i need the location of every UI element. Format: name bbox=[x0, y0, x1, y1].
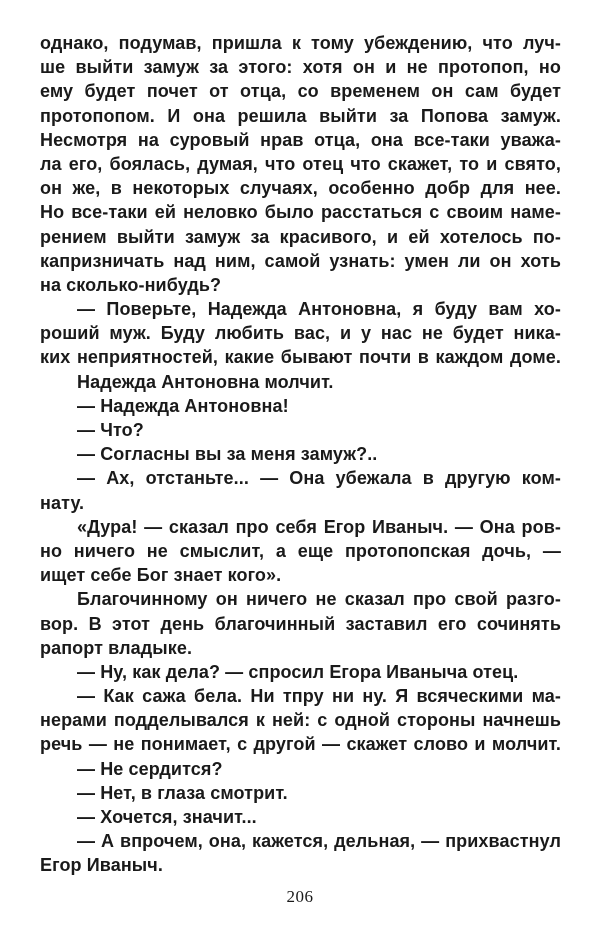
text-line-27: — Ну, как дела? — спросил Егора Иваныча отец. bbox=[77, 661, 519, 682]
text-line-13: роший муж. Буду любить вас, и у нас не будет никa- bbox=[40, 323, 561, 344]
text-line-3: ему будет почет от отца, со временем он сам будет bbox=[40, 81, 561, 102]
text-line-12: — Поверьте, Надежда Антоновна, я буду вам хо- bbox=[77, 299, 561, 320]
text-line-21: «Дура! — сказал про себя Егор Иваныч. — Она ров- bbox=[77, 516, 561, 537]
text-line-24: Благочинному он ничего не сказал про свой разго- bbox=[77, 589, 561, 610]
text-line-25: вор. В этот день благочинный заставил его сочинять bbox=[40, 613, 561, 634]
text-line-10: капризничать над ним, самой узнать: умен ли он хоть bbox=[40, 250, 561, 271]
text-line-33: — Хочется, значит... bbox=[77, 807, 257, 827]
text-line-5: Несмотря на суровый нрав отца, она все-таки уважа- bbox=[40, 129, 561, 150]
text-line-18: — Согласны вы за меня замуж?.. bbox=[77, 444, 378, 465]
text-line-35: Егор Иваныч. bbox=[40, 855, 163, 876]
text-line-14: ких неприятностей, какие бывают почти в каждом доме. bbox=[40, 347, 561, 368]
text-line-11: на сколько-нибудь? bbox=[40, 274, 222, 295]
text-line-32: — Нет, в глаза смотрит. bbox=[77, 782, 288, 803]
text-line-30: речь — не понимает, с другой — скажет слово и молчит. bbox=[40, 734, 561, 755]
text-line-4: протопопом. И она решила выйти за Попова замуж. bbox=[40, 105, 561, 126]
text-line-17: — Что? bbox=[77, 420, 144, 440]
text-line-23: ищет себе Бог знает кого». bbox=[40, 565, 282, 586]
text-line-34: — А впрочем, она, кажется, дельная, — прихвастнул bbox=[77, 831, 561, 852]
text-line-9: рением выйти замуж за красивого, и ей хотелось по- bbox=[40, 226, 561, 247]
text-line-6: ла его, боялась, думая, что отец что скажет, то и свято, bbox=[40, 153, 561, 174]
page-number: 206 bbox=[286, 887, 314, 906]
text-line-7: он же, в некоторых случаях, особенно добр для нее. bbox=[40, 178, 561, 199]
text-line-28: — Как сажа бела. Ни тпру ни ну. Я всяческими ма- bbox=[77, 686, 561, 707]
page-text bbox=[40, 31, 561, 878]
text-line-26: рапорт владыке. bbox=[40, 637, 193, 658]
text-line-29: нерами подделывался к ней: с одной стороны начнешь bbox=[40, 710, 561, 731]
text-line-8: Но все-таки ей неловко было расстаться с своим наме- bbox=[40, 202, 561, 223]
text-line-15: Надежда Антоновна молчит. bbox=[77, 371, 334, 392]
text-line-19: — Ах, отстаньте... — Она убежала в другую ком- bbox=[77, 468, 561, 489]
text-line-1: однако, подумав, пришла к тому убеждению, что луч- bbox=[40, 33, 561, 53]
text-line-22: но ничего не смыслит, а еще протопопская дочь, — bbox=[40, 540, 561, 561]
text-line-2: ше выйти замуж за этого: хотя он и не протопоп, но bbox=[40, 57, 561, 78]
text-line-31: — Не сердится? bbox=[77, 758, 223, 779]
text-line-20: нату. bbox=[40, 492, 85, 513]
text-line-16: — Надежда Антоновна! bbox=[77, 395, 289, 416]
